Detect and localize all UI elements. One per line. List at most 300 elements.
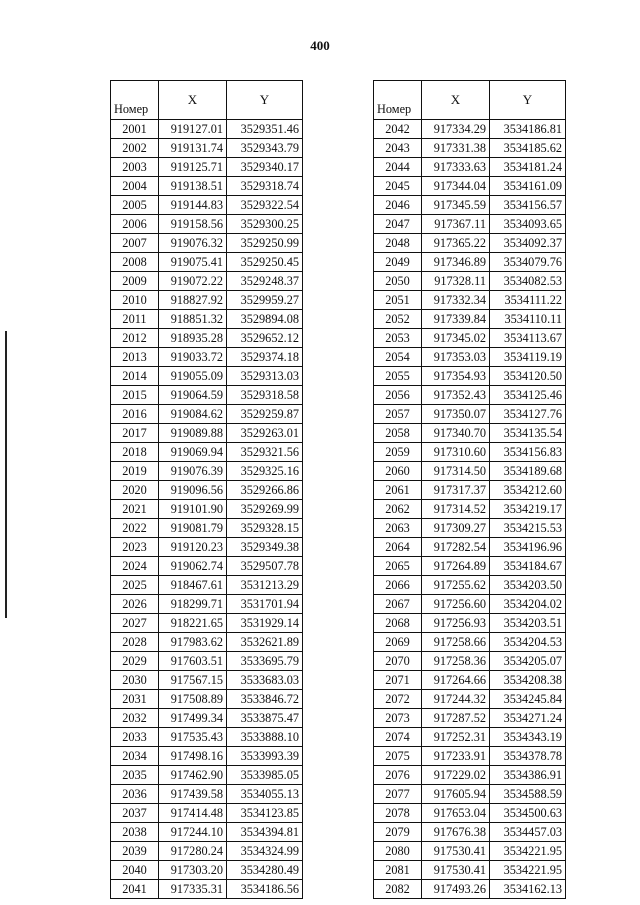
table-row [111,557,303,576]
y-coordinate-cell: 3534127.76 [490,405,566,424]
point-number-cell: 2066 [374,576,422,595]
y-coordinate-cell: 3534186.56 [227,880,303,899]
x-coordinate-cell: 919064.59 [159,386,227,405]
scan-edge-mark [5,331,7,618]
point-number-cell: 2053 [374,329,422,348]
y-coordinate-cell: 3529652.12 [227,329,303,348]
table-row [111,519,303,538]
header-x: X [159,81,227,120]
header-y: Y [227,81,303,120]
y-coordinate-cell: 3529340.17 [227,158,303,177]
table-row [111,177,303,196]
y-coordinate-cell: 3534221.95 [490,842,566,861]
y-coordinate-cell: 3534156.57 [490,196,566,215]
table-row [374,728,566,747]
table-row [111,158,303,177]
y-coordinate-cell: 3534204.02 [490,595,566,614]
x-coordinate-cell: 917605.94 [422,785,490,804]
x-coordinate-cell: 917350.07 [422,405,490,424]
x-coordinate-cell: 917414.48 [159,804,227,823]
point-number-cell: 2023 [111,538,159,557]
point-number-cell: 2065 [374,557,422,576]
table-row [374,823,566,842]
x-coordinate-cell: 917287.52 [422,709,490,728]
point-number-cell: 2078 [374,804,422,823]
point-number-cell: 2033 [111,728,159,747]
y-coordinate-cell: 3529318.74 [227,177,303,196]
point-number-cell: 2040 [111,861,159,880]
point-number-cell: 2050 [374,272,422,291]
x-coordinate-cell: 917508.89 [159,690,227,709]
x-coordinate-cell: 917244.10 [159,823,227,842]
point-number-cell: 2068 [374,614,422,633]
point-number-cell: 2067 [374,595,422,614]
table-row [374,120,566,139]
point-number-cell: 2074 [374,728,422,747]
table-row [374,576,566,595]
point-number-cell: 2013 [111,348,159,367]
table-row [374,196,566,215]
y-coordinate-cell: 3534457.03 [490,823,566,842]
table-row [374,766,566,785]
y-coordinate-cell: 3534394.81 [227,823,303,842]
x-coordinate-cell: 917498.16 [159,747,227,766]
x-coordinate-cell: 918299.71 [159,595,227,614]
table-row [111,253,303,272]
x-coordinate-cell: 917345.59 [422,196,490,215]
point-number-cell: 2077 [374,785,422,804]
point-number-cell: 2036 [111,785,159,804]
y-coordinate-cell: 3534245.84 [490,690,566,709]
point-number-cell: 2022 [111,519,159,538]
y-coordinate-cell: 3534181.24 [490,158,566,177]
table-header-row [111,81,303,120]
y-coordinate-cell: 3529321.56 [227,443,303,462]
point-number-cell: 2047 [374,215,422,234]
table-row [374,671,566,690]
x-coordinate-cell: 917335.31 [159,880,227,899]
table-row [111,234,303,253]
x-coordinate-cell: 917354.93 [422,367,490,386]
table-row [111,785,303,804]
x-coordinate-cell: 917256.60 [422,595,490,614]
point-number-cell: 2073 [374,709,422,728]
x-coordinate-cell: 917333.63 [422,158,490,177]
x-coordinate-cell: 917367.11 [422,215,490,234]
x-coordinate-cell: 919138.51 [159,177,227,196]
table-row [374,595,566,614]
table-row [111,139,303,158]
x-coordinate-cell: 918851.32 [159,310,227,329]
x-coordinate-cell: 917303.20 [159,861,227,880]
y-coordinate-cell: 3529263.01 [227,424,303,443]
x-coordinate-cell: 917264.89 [422,557,490,576]
point-number-cell: 2059 [374,443,422,462]
x-coordinate-cell: 917317.37 [422,481,490,500]
table-row [374,614,566,633]
y-coordinate-cell: 3534212.60 [490,481,566,500]
y-coordinate-cell: 3533985.05 [227,766,303,785]
y-coordinate-cell: 3534280.49 [227,861,303,880]
point-number-cell: 2054 [374,348,422,367]
y-coordinate-cell: 3534208.38 [490,671,566,690]
x-coordinate-cell: 919101.90 [159,500,227,519]
table-row [374,253,566,272]
y-coordinate-cell: 3529300.25 [227,215,303,234]
x-coordinate-cell: 917499.34 [159,709,227,728]
point-number-cell: 2042 [374,120,422,139]
table-row [374,215,566,234]
point-number-cell: 2021 [111,500,159,519]
y-coordinate-cell: 3533846.72 [227,690,303,709]
y-coordinate-cell: 3534120.50 [490,367,566,386]
x-coordinate-cell: 919055.09 [159,367,227,386]
y-coordinate-cell: 3534111.22 [490,291,566,310]
coordinates-table-right [373,80,566,899]
x-coordinate-cell: 919069.94 [159,443,227,462]
x-coordinate-cell: 917493.26 [422,880,490,899]
table-row [111,747,303,766]
table-row [374,443,566,462]
table-row [374,367,566,386]
table-row [111,842,303,861]
y-coordinate-cell: 3534055.13 [227,785,303,804]
y-coordinate-cell: 3534196.96 [490,538,566,557]
y-coordinate-cell: 3529322.54 [227,196,303,215]
y-coordinate-cell: 3529351.46 [227,120,303,139]
header-y: Y [490,81,566,120]
y-coordinate-cell: 3534135.54 [490,424,566,443]
y-coordinate-cell: 3534203.50 [490,576,566,595]
table-row [111,310,303,329]
x-coordinate-cell: 917352.43 [422,386,490,405]
y-coordinate-cell: 3534184.67 [490,557,566,576]
x-coordinate-cell: 917310.60 [422,443,490,462]
point-number-cell: 2044 [374,158,422,177]
y-coordinate-cell: 3529349.38 [227,538,303,557]
y-coordinate-cell: 3534500.63 [490,804,566,823]
x-coordinate-cell: 917334.29 [422,120,490,139]
point-number-cell: 2009 [111,272,159,291]
table-row [111,671,303,690]
table-row [111,443,303,462]
table-row [111,861,303,880]
point-number-cell: 2069 [374,633,422,652]
point-number-cell: 2003 [111,158,159,177]
x-coordinate-cell: 917535.43 [159,728,227,747]
x-coordinate-cell: 919084.62 [159,405,227,424]
y-coordinate-cell: 3534156.83 [490,443,566,462]
x-coordinate-cell: 917328.11 [422,272,490,291]
table-row [374,690,566,709]
y-coordinate-cell: 3534110.11 [490,310,566,329]
x-coordinate-cell: 917314.52 [422,500,490,519]
y-coordinate-cell: 3529374.18 [227,348,303,367]
table-row [374,139,566,158]
x-coordinate-cell: 917345.02 [422,329,490,348]
x-coordinate-cell: 919096.56 [159,481,227,500]
x-coordinate-cell: 919062.74 [159,557,227,576]
point-number-cell: 2075 [374,747,422,766]
y-coordinate-cell: 3534203.51 [490,614,566,633]
y-coordinate-cell: 3534082.53 [490,272,566,291]
point-number-cell: 2056 [374,386,422,405]
x-coordinate-cell: 917346.89 [422,253,490,272]
point-number-cell: 2041 [111,880,159,899]
y-coordinate-cell: 3534185.62 [490,139,566,158]
table-row [374,481,566,500]
table-row [374,310,566,329]
point-number-cell: 2015 [111,386,159,405]
table-row [374,348,566,367]
table-row [374,234,566,253]
table-row [374,785,566,804]
point-number-cell: 2007 [111,234,159,253]
point-number-cell: 2010 [111,291,159,310]
y-coordinate-cell: 3529894.08 [227,310,303,329]
x-coordinate-cell: 917530.41 [422,842,490,861]
table-row [374,177,566,196]
table-row [374,329,566,348]
point-number-cell: 2017 [111,424,159,443]
y-coordinate-cell: 3534324.99 [227,842,303,861]
x-coordinate-cell: 919144.83 [159,196,227,215]
x-coordinate-cell: 917653.04 [422,804,490,823]
table-row [374,158,566,177]
y-coordinate-cell: 3533695.79 [227,652,303,671]
table-row [111,652,303,671]
table-row [111,329,303,348]
x-coordinate-cell: 919081.79 [159,519,227,538]
point-number-cell: 2019 [111,462,159,481]
table-row [374,804,566,823]
x-coordinate-cell: 919076.39 [159,462,227,481]
table-row [111,481,303,500]
point-number-cell: 2055 [374,367,422,386]
x-coordinate-cell: 918467.61 [159,576,227,595]
x-coordinate-cell: 919089.88 [159,424,227,443]
y-coordinate-cell: 3529325.16 [227,462,303,481]
point-number-cell: 2008 [111,253,159,272]
point-number-cell: 2024 [111,557,159,576]
y-coordinate-cell: 3534189.68 [490,462,566,481]
table-row [374,500,566,519]
point-number-cell: 2038 [111,823,159,842]
table-row [111,728,303,747]
y-coordinate-cell: 3529250.45 [227,253,303,272]
table-row [111,538,303,557]
x-coordinate-cell: 917233.91 [422,747,490,766]
point-number-cell: 2018 [111,443,159,462]
table-row [374,557,566,576]
table-row [374,386,566,405]
table-row [111,500,303,519]
point-number-cell: 2004 [111,177,159,196]
x-coordinate-cell: 917344.04 [422,177,490,196]
table-row [374,291,566,310]
y-coordinate-cell: 3529343.79 [227,139,303,158]
x-coordinate-cell: 917244.32 [422,690,490,709]
y-coordinate-cell: 3534119.19 [490,348,566,367]
y-coordinate-cell: 3529318.58 [227,386,303,405]
y-coordinate-cell: 3534093.65 [490,215,566,234]
y-coordinate-cell: 3534186.81 [490,120,566,139]
y-coordinate-cell: 3534343.19 [490,728,566,747]
table-row [111,766,303,785]
point-number-cell: 2082 [374,880,422,899]
x-coordinate-cell: 917256.93 [422,614,490,633]
x-coordinate-cell: 917676.38 [422,823,490,842]
point-number-cell: 2043 [374,139,422,158]
point-number-cell: 2012 [111,329,159,348]
header-number: Номер [374,81,422,120]
point-number-cell: 2016 [111,405,159,424]
point-number-cell: 2052 [374,310,422,329]
table-row [374,424,566,443]
table-row [111,386,303,405]
point-number-cell: 2057 [374,405,422,424]
table-row [111,690,303,709]
table-row [111,804,303,823]
point-number-cell: 2070 [374,652,422,671]
table-row [374,633,566,652]
point-number-cell: 2081 [374,861,422,880]
point-number-cell: 2046 [374,196,422,215]
y-coordinate-cell: 3534162.13 [490,880,566,899]
point-number-cell: 2048 [374,234,422,253]
y-coordinate-cell: 3533888.10 [227,728,303,747]
x-coordinate-cell: 919127.01 [159,120,227,139]
point-number-cell: 2005 [111,196,159,215]
y-coordinate-cell: 3534205.07 [490,652,566,671]
table-row [111,880,303,899]
x-coordinate-cell: 919072.22 [159,272,227,291]
x-coordinate-cell: 917462.90 [159,766,227,785]
x-coordinate-cell: 917339.84 [422,310,490,329]
x-coordinate-cell: 917983.62 [159,633,227,652]
coordinates-table-left [110,80,303,899]
page-number: 400 [310,38,330,53]
y-coordinate-cell: 3534588.59 [490,785,566,804]
y-coordinate-cell: 3534123.85 [227,804,303,823]
x-coordinate-cell: 919125.71 [159,158,227,177]
point-number-cell: 2002 [111,139,159,158]
y-coordinate-cell: 3531929.14 [227,614,303,633]
x-coordinate-cell: 917258.36 [422,652,490,671]
table-row [111,272,303,291]
x-coordinate-cell: 917603.51 [159,652,227,671]
point-number-cell: 2051 [374,291,422,310]
table-row [374,747,566,766]
point-number-cell: 2045 [374,177,422,196]
y-coordinate-cell: 3534215.53 [490,519,566,538]
table-row [374,272,566,291]
x-coordinate-cell: 917264.66 [422,671,490,690]
x-coordinate-cell: 917258.66 [422,633,490,652]
table-row [374,880,566,899]
point-number-cell: 2076 [374,766,422,785]
x-coordinate-cell: 917229.02 [422,766,490,785]
x-coordinate-cell: 917252.31 [422,728,490,747]
point-number-cell: 2072 [374,690,422,709]
table-row [374,842,566,861]
point-number-cell: 2060 [374,462,422,481]
table-row [374,861,566,880]
point-number-cell: 2011 [111,310,159,329]
x-coordinate-cell: 919158.56 [159,215,227,234]
y-coordinate-cell: 3531701.94 [227,595,303,614]
table-row [111,595,303,614]
y-coordinate-cell: 3529248.37 [227,272,303,291]
x-coordinate-cell: 917530.41 [422,861,490,880]
point-number-cell: 2080 [374,842,422,861]
x-coordinate-cell: 917353.03 [422,348,490,367]
table-row [111,120,303,139]
point-number-cell: 2063 [374,519,422,538]
table-row [111,215,303,234]
point-number-cell: 2049 [374,253,422,272]
y-coordinate-cell: 3529328.15 [227,519,303,538]
point-number-cell: 2014 [111,367,159,386]
y-coordinate-cell: 3534125.46 [490,386,566,405]
point-number-cell: 2064 [374,538,422,557]
table-row [374,709,566,728]
table-row [374,462,566,481]
x-coordinate-cell: 917331.38 [422,139,490,158]
point-number-cell: 2031 [111,690,159,709]
table-row [111,424,303,443]
point-number-cell: 2006 [111,215,159,234]
table-row [111,348,303,367]
x-coordinate-cell: 917280.24 [159,842,227,861]
table-row [111,462,303,481]
x-coordinate-cell: 918827.92 [159,291,227,310]
y-coordinate-cell: 3534204.53 [490,633,566,652]
point-number-cell: 2071 [374,671,422,690]
table-row [374,652,566,671]
header-number: Номер [111,81,159,120]
point-number-cell: 2027 [111,614,159,633]
table-row [111,405,303,424]
x-coordinate-cell: 917439.58 [159,785,227,804]
y-coordinate-cell: 3529959.27 [227,291,303,310]
y-coordinate-cell: 3529269.99 [227,500,303,519]
point-number-cell: 2026 [111,595,159,614]
point-number-cell: 2029 [111,652,159,671]
y-coordinate-cell: 3529313.03 [227,367,303,386]
y-coordinate-cell: 3531213.29 [227,576,303,595]
x-coordinate-cell: 917332.34 [422,291,490,310]
x-coordinate-cell: 919120.23 [159,538,227,557]
y-coordinate-cell: 3534161.09 [490,177,566,196]
table-row [111,196,303,215]
y-coordinate-cell: 3529266.86 [227,481,303,500]
header-x: X [422,81,490,120]
point-number-cell: 2028 [111,633,159,652]
y-coordinate-cell: 3534378.78 [490,747,566,766]
x-coordinate-cell: 919033.72 [159,348,227,367]
y-coordinate-cell: 3534386.91 [490,766,566,785]
point-number-cell: 2001 [111,120,159,139]
table-row [111,576,303,595]
y-coordinate-cell: 3534113.67 [490,329,566,348]
x-coordinate-cell: 917567.15 [159,671,227,690]
table-body-left [111,120,303,899]
x-coordinate-cell: 918935.28 [159,329,227,348]
point-number-cell: 2058 [374,424,422,443]
x-coordinate-cell: 918221.65 [159,614,227,633]
point-number-cell: 2061 [374,481,422,500]
